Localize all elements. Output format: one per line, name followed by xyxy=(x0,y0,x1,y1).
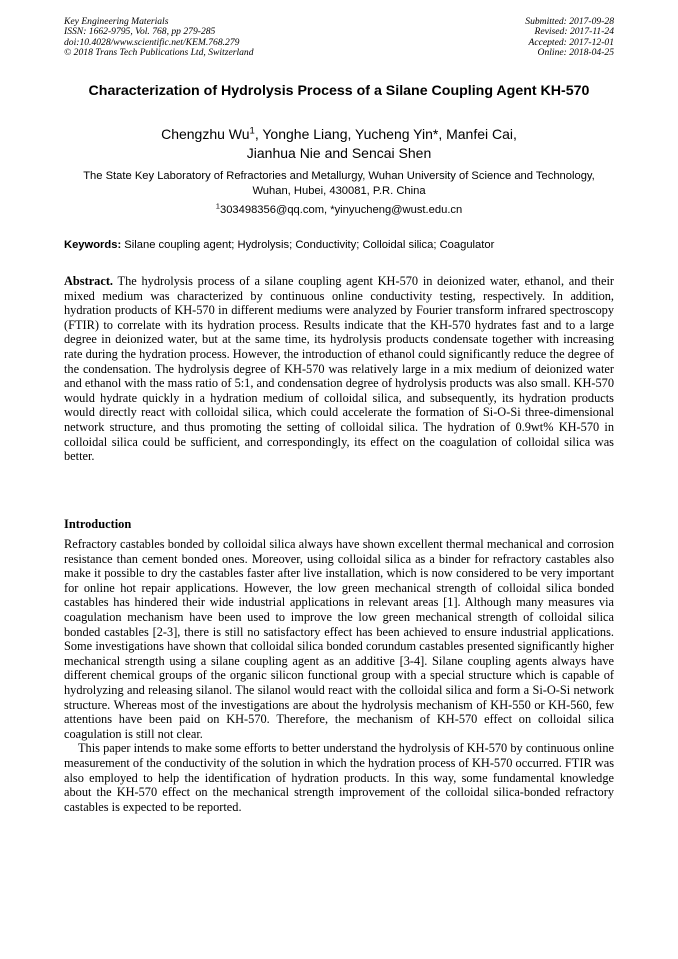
intro-paragraph-1: Refractory castables bonded by colloidal silica always have shown excellent thermal mechanical and corrosion resistance than cement bonded ones. Moreover, using colloidal silica as a binder for refractory castables also make it possible to dry the castables faster after live installation, which is now considered to be very important for online hot repair applications. However, the low green mechanical strength of colloidal silica bonded castables has hindered their wide industrial applications in relevant areas [1]. Although many measures via coagulation mechanism have been used to improve the low green mechanical strength of colloidal silica bonded castables [2-3], there is still no satisfactory effect has been achieved to ensure industrial applications. Some investigations have shown that colloidal silica bonded corundum castables presented significantly higher mechanical strength using a silane coupling agent as an additive [3-4]. Silane coupling agents always have different chemical groups of the organic silicon functional group with a special structure which is capable of hydrolyzing and releasing silanol. The silanol would react with the colloidal silica and form a Si-O-Si network structure. Whereas most of the investigations are about the hydrolysis mechanism of KH-550 or KH-560, few attentions have been paid on KH-570. Therefore, the mechanism of KH-570 effect on colloidal silica coagulation is still not clear. xyxy=(64,537,614,741)
abstract-label: Abstract. xyxy=(64,274,114,288)
keywords-text: Silane coupling agent; Hydrolysis; Conductivity; Colloidal silica; Coagulator xyxy=(121,239,495,251)
journal-name: Key Engineering Materials xyxy=(64,16,169,27)
other-authors: , Yonghe Liang, Yucheng Yin*, Manfei Cai, xyxy=(254,126,517,142)
date-submitted: Submitted: 2017-09-28 xyxy=(525,16,614,27)
keywords xyxy=(64,238,614,252)
date-accepted: Accepted: 2017-12-01 xyxy=(528,36,614,48)
email-sup: 1 xyxy=(215,201,220,211)
journal-info xyxy=(64,17,254,58)
author-line-2: Jianhua Nie and Sencai Shen xyxy=(246,145,432,161)
section-heading-introduction: Introduction xyxy=(64,517,132,531)
author-emails xyxy=(64,203,614,217)
date-revised: Revised: 2017-11-24 xyxy=(534,26,614,38)
author-line-1 xyxy=(64,125,614,144)
affiliation: The State Key Laboratory of Refractories and Metallurgy, Wuhan University of Science and Technology, Wuhan, Hubei, 430081, P.R. China xyxy=(83,170,595,197)
introduction-body xyxy=(64,537,614,814)
first-author-sup: 1 xyxy=(249,125,255,137)
journal-copyright: © 2018 Trans Tech Publications Ltd, Switzerland xyxy=(64,46,254,58)
journal-doi[interactable]: doi:10.4028/www.scientific.net/KEM.768.279 xyxy=(64,36,240,48)
author-list xyxy=(64,125,614,163)
paper-title: Characterization of Hydrolysis Process of a Silane Coupling Agent KH-570 xyxy=(88,83,590,99)
publication-dates xyxy=(525,17,614,58)
journal-issn: ISSN: 1662-9795, Vol. 768, pp 279-285 xyxy=(64,26,216,38)
date-online: Online: 2018-04-25 xyxy=(537,46,614,58)
keywords-label: Keywords: xyxy=(64,239,122,251)
email-text[interactable]: 303498356@qq.com, *yinyucheng@wust.edu.cn xyxy=(219,204,463,216)
abstract xyxy=(64,274,614,464)
abstract-text: The hydrolysis process of a silane coupling agent KH-570 in deionized water, ethanol, and their mixed medium was characterized by continuous online conductivity testing, respectively. In addition, hydration products of KH-570 in different mediums were analyzed by Fourier transform infrared spectroscopy (FTIR) to correlate with its hydration process. Results indicate that the KH-570 hydrates fast and to a large degree in deionized water, but at the same time, its hydrolysis products condensate together with increasing rate during the hydration process. However, the introduction of ethanol could significantly reduce the degree of the condensation. The hydrolysis degree of KH-570 was relatively large in a mix medium of deionized water and ethanol with the mass ratio of 5:1, and condensation degree of hydrolysis products was also small. KH-570 would hydrate quickly in a hydration medium of colloidal silica, and subsequently, its hydration products would directly react with colloidal silica, which could accelerate the formation of Si-O-Si three-dimensional network structure, and thus promoting the setting of colloidal silica. The hydration of 0.9wt% KH-570 in colloidal silica could be sufficient, and correspondingly, its effect on the coagulation of colloidal silica was better. xyxy=(64,274,614,464)
first-author: Chengzhu Wu xyxy=(161,126,250,142)
intro-paragraph-2: This paper intends to make some efforts to better understand the hydrolysis of KH-570 by continuous online measurement of the conductivity of the solution in which the hydration process of KH-570 occurred. FTIR was also employed to help the identification of hydration products. In this way, some fundamental knowledge about the KH-570 effect on the mechanical strength improvement of the colloidal silica-bonded refractory castables is expected to be reported. xyxy=(64,741,614,814)
